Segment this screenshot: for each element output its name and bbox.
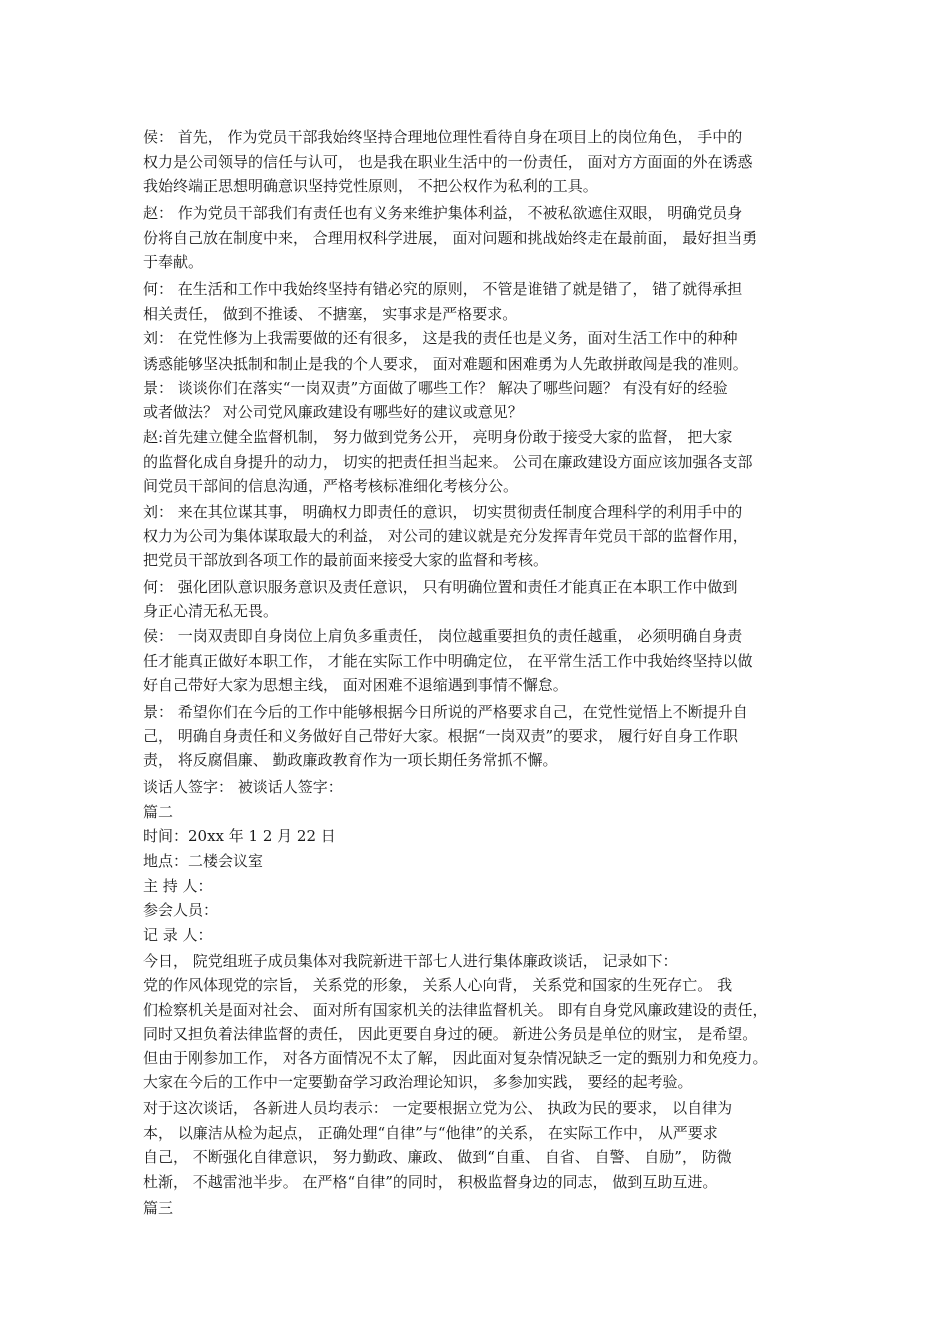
text-line: 但由于刚参加工作， 对各方面情况不太了解， 因此面对复杂情况缺乏一定的甄别力和免疫力。 bbox=[143, 1049, 768, 1067]
text-line: 于奉献。 bbox=[143, 253, 204, 271]
text-line: 同时又担负着法律监督的责任， 因此更要自身过的硬。 新进公务员是单位的财宝， 是希望。 bbox=[143, 1025, 758, 1043]
text-line: 地点：二楼会议室 bbox=[143, 852, 264, 870]
text-line: 们检察机关是面对社会、 面对所有国家机关的法律监督机关。 即有自身党风廉政建设的责任， bbox=[143, 1001, 768, 1019]
text-line: 相关责任， 做到不推诿、 不搪塞， 实事求是严格要求。 bbox=[143, 305, 518, 323]
text-line: 自己， 不断强化自律意识， 努力勤政、廉政、 做到“自重、 自省、 自警、 自励”， 防微 bbox=[143, 1148, 732, 1166]
text-line: 谈话人签字： 被谈话人签字： bbox=[143, 778, 343, 796]
text-line: 篇二 bbox=[143, 803, 174, 821]
text-line: 任才能真正做好本职工作， 才能在实际工作中明确定位， 在平常生活工作中我始终坚持以做 bbox=[143, 652, 753, 670]
text-line: 我始终端正思想明确意识坚持党性原则， 不把公权作为私利的工具。 bbox=[143, 177, 598, 195]
text-line: 诱惑能够坚决抵制和制止是我的个人要求， 面对难题和困难勇为人先敢拼敢闯是我的准则。 bbox=[143, 355, 748, 373]
text-line: 把党员干部放到各项工作的最前面来接受大家的监督和考核。 bbox=[143, 551, 549, 569]
text-line: 景： 谈谈你们在落实“一岗双责”方面做了哪些工作？ 解决了哪些问题？ 有没有好的经验 bbox=[143, 379, 728, 397]
text-line: 间党员干部间的信息沟通，严格考核标准细化考核分公。 bbox=[143, 477, 519, 495]
text-line: 时间：20xx 年 1 2 月 22 日 bbox=[143, 827, 336, 845]
text-line: 己， 明确自身责任和义务做好自己带好大家。根据“一岗双责”的要求， 履行好自身工作职 bbox=[143, 727, 738, 745]
text-line: 侯： 首先， 作为党员干部我始终坚持合理地位理性看待自身在项目上的岗位角色， 手中的 bbox=[143, 128, 743, 146]
text-line: 今日， 院党组班子成员集体对我院新进干部七人进行集体廉政谈话， 记录如下： bbox=[143, 952, 678, 970]
text-line: 杜渐， 不越雷池半步。 在严格“自律”的同时， 积极监督身边的同志， 做到互助互进。 bbox=[143, 1173, 718, 1191]
text-line: 责， 将反腐倡廉、 勤政廉政教育作为一项长期任务常抓不懈。 bbox=[143, 751, 558, 769]
text-line: 主 持 人： bbox=[143, 877, 213, 895]
text-line: 身正心清无私无畏。 bbox=[143, 602, 279, 620]
text-line: 大家在今后的工作中一定要勤奋学习政治理论知识， 多参加实践， 要经的起考验。 bbox=[143, 1073, 693, 1091]
text-line: 景： 希望你们在今后的工作中能够根据今日所说的严格要求自己，在党性觉悟上不断提升自 bbox=[143, 703, 748, 721]
text-line: 赵： 作为党员干部我们有责任也有义务来维护集体利益， 不被私欲遮住双眼， 明确党员身 bbox=[143, 204, 743, 222]
text-line: 好自己带好大家为思想主线， 面对困难不退缩遇到事情不懈怠。 bbox=[143, 676, 568, 694]
text-line: 篇三 bbox=[143, 1199, 174, 1217]
text-line: 权力为公司为集体谋取最大的利益， 对公司的建议就是充分发挥青年党员干部的监督作用， bbox=[143, 527, 748, 545]
text-line: 权力是公司领导的信任与认可， 也是我在职业生活中的一份责任， 面对方方面面的外在诱惑 bbox=[143, 153, 753, 171]
text-line: 何： 强化团队意识服务意识及责任意识， 只有明确位置和责任才能真正在本职工作中做到 bbox=[143, 578, 738, 596]
text-line: 份将自己放在制度中来， 合理用权科学进展， 面对问题和挑战始终走在最前面， 最好担当勇 bbox=[143, 229, 758, 247]
text-line: 本， 以廉洁从检为起点， 正确处理“自律”与“他律”的关系， 在实际工作中， 从严要求 bbox=[143, 1124, 718, 1142]
text-line: 何： 在生活和工作中我始终坚持有错必究的原则， 不管是谁错了就是错了， 错了就得承担 bbox=[143, 280, 743, 298]
text-line: 记 录 人： bbox=[143, 926, 213, 944]
text-line: 侯： 一岗双责即自身岗位上肩负多重责任， 岗位越重要担负的责任越重， 必须明确自身责 bbox=[143, 627, 743, 645]
text-line: 对于这次谈话， 各新进人员均表示： 一定要根据立党为公、 执政为民的要求， 以自律为 bbox=[143, 1099, 733, 1117]
text-line: 赵:首先建立健全监督机制， 努力做到党务公开， 亮明身份敢于接受大家的监督， 把大家 bbox=[143, 428, 733, 446]
text-line: 刘： 来在其位谋其事， 明确权力即责任的意识， 切实贯彻责任制度合理科学的利用手中的 bbox=[143, 503, 743, 521]
text-line: 或者做法？ 对公司党风廉政建设有哪些好的建议或意见？ bbox=[143, 403, 523, 421]
text-line: 参会人员： bbox=[143, 901, 219, 919]
text-line: 的监督化成自身提升的动力， 切实的把责任担当起来。 公司在廉政建设方面应该加强各支部 bbox=[143, 453, 753, 471]
text-line: 刘： 在党性修为上我需要做的还有很多， 这是我的责任也是义务，面对生活工作中的种种 bbox=[143, 329, 738, 347]
text-line: 党的作风体现党的宗旨， 关系党的形象， 关系人心向背， 关系党和国家的生死存亡。 我 bbox=[143, 976, 733, 994]
